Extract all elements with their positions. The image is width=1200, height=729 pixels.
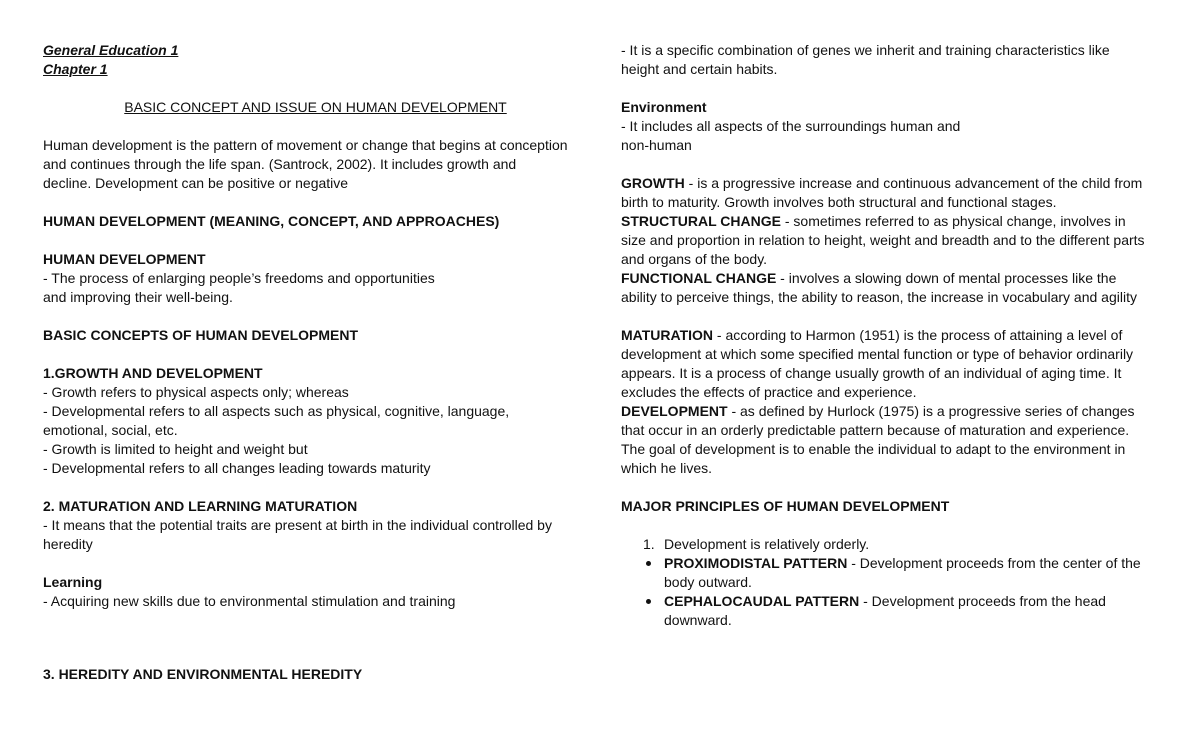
cephalocaudal-text-cont: downward. bbox=[664, 612, 732, 628]
bullet-icon bbox=[646, 599, 651, 604]
heredity-line: - It is a specific combination of genes we inherit and training characteristics like bbox=[621, 42, 1110, 58]
maturation-line: - It means that the potential traits are present at birth in the individual controlled by bbox=[43, 517, 552, 533]
proximodistal-term: PROXIMODISTAL PATTERN bbox=[664, 555, 848, 571]
growth-definition-text: - is a progressive increase and continuous advancement of the child from bbox=[684, 175, 1143, 191]
proximodistal-text: - Development proceeds from the center of the bbox=[847, 555, 1141, 571]
proximodistal-text-cont: body outward. bbox=[664, 574, 752, 590]
human-development-heading: HUMAN DEVELOPMENT bbox=[43, 251, 206, 267]
development-definition-line: that occur in an orderly predictable pattern because of maturation and experience. bbox=[621, 422, 1130, 438]
cephalocaudal-text: - Development proceeds from the head bbox=[859, 593, 1106, 609]
principle-item bbox=[621, 554, 1166, 592]
development-definition-text: - as defined by Hurlock (1975) is a progressive series of changes bbox=[727, 403, 1135, 419]
learning-line: - Acquiring new skills due to environmental stimulation and training bbox=[43, 593, 456, 609]
maturation-learning-heading: 2. MATURATION AND LEARNING MATURATION bbox=[43, 498, 358, 514]
definition-line: and improving their well-being. bbox=[43, 289, 233, 305]
structural-definition bbox=[621, 212, 1166, 231]
structural-definition-line: and organs of the body. bbox=[621, 251, 768, 267]
document-title: BASIC CONCEPT AND ISSUE ON HUMAN DEVELOPMENT bbox=[124, 99, 507, 115]
intro-line: and continues through the life span. (Santrock, 2002). It includes growth and bbox=[43, 156, 517, 172]
structural-definition-line: size and proportion in relation to height, weight and breadth and to the different parts bbox=[621, 232, 1145, 248]
environment-line: - It includes all aspects of the surroundings human and bbox=[621, 118, 961, 134]
maturation-definition bbox=[621, 326, 1166, 345]
intro-line: decline. Development can be positive or negative bbox=[43, 175, 349, 191]
environment-heading: Environment bbox=[621, 99, 707, 115]
principle-text: Development is relatively orderly. bbox=[664, 536, 870, 552]
environment-line: non-human bbox=[621, 137, 692, 153]
functional-definition-line: ability to perceive things, the ability to reason, the increase in vocabulary and agility bbox=[621, 289, 1137, 305]
principles-list bbox=[621, 535, 1166, 630]
development-definition bbox=[621, 402, 1166, 421]
section-heading-meaning: HUMAN DEVELOPMENT (MEANING, CONCEPT, AND APPROACHES) bbox=[43, 213, 500, 229]
maturation-line: heredity bbox=[43, 536, 93, 552]
growth-line: - Developmental refers to all changes leading towards maturity bbox=[43, 460, 431, 476]
maturation-definition-text: - according to Harmon (1951) is the process of attaining a level of bbox=[713, 327, 1123, 343]
growth-term: GROWTH bbox=[621, 175, 685, 191]
functional-definition-text: - involves a slowing down of mental processes like the bbox=[776, 270, 1117, 286]
maturation-definition-line: excludes the effects of practice and experience. bbox=[621, 384, 917, 400]
right-column bbox=[621, 41, 1166, 630]
intro-line: Human development is the pattern of movement or change that begins at conception bbox=[43, 137, 568, 153]
bullet-icon bbox=[646, 561, 651, 566]
left-column bbox=[43, 41, 588, 611]
development-definition-line: which he lives. bbox=[621, 460, 713, 476]
learning-heading: Learning bbox=[43, 574, 103, 590]
growth-line: emotional, social, etc. bbox=[43, 422, 178, 438]
development-term: DEVELOPMENT bbox=[621, 403, 728, 419]
heredity-line: height and certain habits. bbox=[621, 61, 778, 77]
growth-line: - Growth is limited to height and weight but bbox=[43, 441, 308, 457]
principle-item bbox=[621, 535, 1166, 554]
principles-heading: MAJOR PRINCIPLES OF HUMAN DEVELOPMENT bbox=[621, 498, 950, 514]
functional-definition bbox=[621, 269, 1166, 288]
development-definition-line: The goal of development is to enable the individual to adapt to the environment in bbox=[621, 441, 1126, 457]
maturation-term: MATURATION bbox=[621, 327, 714, 343]
growth-development-heading: 1.GROWTH AND DEVELOPMENT bbox=[43, 365, 263, 381]
growth-definition-line: birth to maturity. Growth involves both structural and functional stages. bbox=[621, 194, 1057, 210]
basic-concepts-heading: BASIC CONCEPTS OF HUMAN DEVELOPMENT bbox=[43, 327, 359, 343]
structural-term: STRUCTURAL CHANGE bbox=[621, 213, 781, 229]
principle-item bbox=[621, 592, 1166, 630]
functional-term: FUNCTIONAL CHANGE bbox=[621, 270, 777, 286]
maturation-definition-line: appears. It is a process of change usually growth of an individual of aging time. It bbox=[621, 365, 1122, 381]
structural-definition-text: - sometimes referred to as physical change, involves in bbox=[780, 213, 1126, 229]
course-header: General Education 1 bbox=[43, 42, 179, 58]
growth-definition bbox=[621, 174, 1166, 193]
chapter-header: Chapter 1 bbox=[43, 61, 108, 77]
growth-line: - Developmental refers to all aspects such as physical, cognitive, language, bbox=[43, 403, 510, 419]
cephalocaudal-term: CEPHALOCAUDAL PATTERN bbox=[664, 593, 860, 609]
maturation-definition-line: development at which some specified mental function or type of behavior ordinarily bbox=[621, 346, 1134, 362]
definition-line: - The process of enlarging people’s freedoms and opportunities bbox=[43, 270, 435, 286]
heredity-environment-heading: 3. HEREDITY AND ENVIRONMENTAL HEREDITY bbox=[43, 666, 363, 682]
growth-line: - Growth refers to physical aspects only; whereas bbox=[43, 384, 349, 400]
list-number: 1. bbox=[643, 536, 655, 552]
